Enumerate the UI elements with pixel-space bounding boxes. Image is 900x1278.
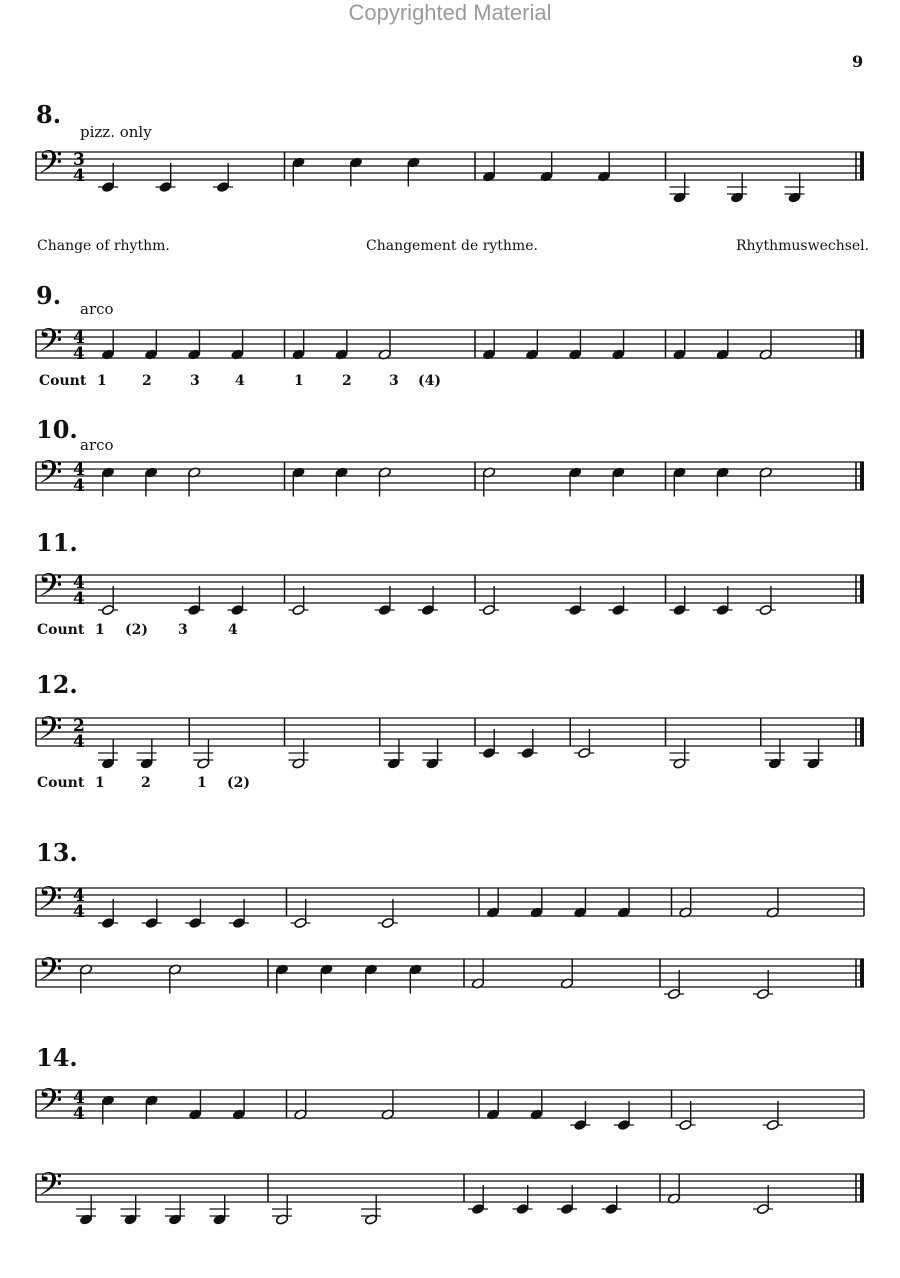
count-beat: (4) (418, 373, 441, 389)
count-beat: 4 (235, 373, 245, 389)
staff-exercise-13-line-1 (0, 876, 900, 936)
staff-exercise-8 (0, 140, 900, 220)
exercise-number-12: 12. (36, 670, 78, 699)
exercise-number-10: 10. (36, 415, 78, 444)
count-beat: (2) (227, 775, 250, 791)
time-signature-bottom: 4 (73, 166, 85, 186)
bass-clef-icon: 𝄢 (38, 710, 63, 754)
count-beat: (2) (125, 622, 148, 638)
staff-exercise-9 (0, 318, 900, 378)
time-signature-top: 4 (73, 328, 85, 348)
count-beat: 3 (190, 373, 200, 389)
count-beat: 3 (178, 622, 188, 638)
marking-arco-9: arco (80, 300, 114, 318)
time-signature-top: 4 (73, 886, 85, 906)
time-signature-top: 4 (73, 1088, 85, 1108)
bass-clef-icon: 𝄢 (38, 322, 63, 366)
watermark: Copyrighted Material (348, 0, 552, 25)
count-beat: 1 (95, 622, 105, 638)
count-beat: 1 (95, 775, 105, 791)
time-signature-bottom: 4 (73, 732, 85, 752)
count-beat: 4 (228, 622, 238, 638)
staff-exercise-11 (0, 563, 900, 623)
caption-english: Change of rhythm. (37, 238, 170, 254)
count-beat: 1 (197, 775, 207, 791)
time-signature-top: 4 (73, 573, 85, 593)
count-beat: 1 (97, 373, 107, 389)
staff-exercise-10 (0, 450, 900, 510)
staff-exercise-13-line-2 (0, 947, 900, 1017)
staff-exercise-12 (0, 706, 900, 778)
bass-clef-icon: 𝄢 (38, 951, 63, 995)
exercise-number-13: 13. (36, 838, 78, 867)
staff-exercise-14-line-2 (0, 1162, 900, 1242)
time-signature-top: 2 (73, 716, 85, 736)
count-label: Count (37, 622, 85, 638)
bass-clef-icon: 𝄢 (38, 567, 63, 611)
staff-exercise-14-line-1 (0, 1078, 900, 1148)
time-signature-top: 3 (73, 150, 85, 170)
bass-clef-icon: 𝄢 (38, 1166, 63, 1210)
bass-clef-icon: 𝄢 (38, 1082, 63, 1126)
time-signature-bottom: 4 (73, 589, 85, 609)
time-signature-bottom: 4 (73, 344, 85, 364)
time-signature-bottom: 4 (73, 1104, 85, 1124)
time-signature-top: 4 (73, 460, 85, 480)
count-beat: 1 (294, 373, 304, 389)
bass-clef-icon: 𝄢 (38, 144, 63, 188)
count-label: Count (39, 373, 87, 389)
exercise-number-8: 8. (36, 100, 62, 129)
bass-clef-icon: 𝄢 (38, 454, 63, 498)
count-beat: 3 (389, 373, 399, 389)
page-number: 9 (852, 52, 864, 71)
count-beat: 2 (141, 775, 151, 791)
exercise-number-11: 11. (36, 528, 78, 557)
marking-arco-10: arco (80, 436, 114, 454)
bass-clef-icon: 𝄢 (38, 880, 63, 924)
count-label: Count (37, 775, 85, 791)
time-signature-bottom: 4 (73, 902, 85, 922)
count-beat: 2 (142, 373, 152, 389)
time-signature-bottom: 4 (73, 476, 85, 496)
count-beat: 2 (342, 373, 352, 389)
exercise-number-9: 9. (36, 281, 62, 310)
caption-german: Rhythmuswechsel. (736, 238, 870, 254)
caption-french: Changement de rythme. (366, 238, 538, 254)
marking-pizz: pizz. only (80, 123, 152, 141)
exercise-number-14: 14. (36, 1043, 78, 1072)
